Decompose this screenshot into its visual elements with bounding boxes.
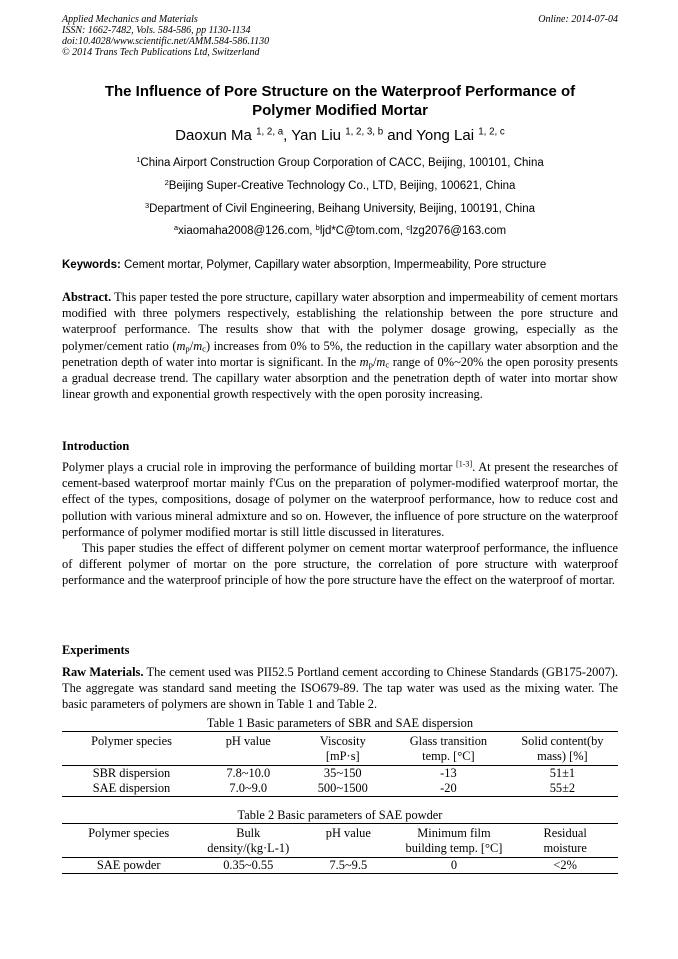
email-sup: a: [173, 222, 179, 232]
intro-paragraph-1: [62, 459, 618, 540]
email-sup: b: [315, 222, 320, 232]
affiliation-text: Department of Civil Engineering, Beihang University, Beijing, 100191, China: [149, 203, 536, 215]
table-1-caption: Table 1 Basic parameters of SBR and SAE dispersion: [206, 716, 474, 730]
math-op: /: [372, 354, 377, 369]
introduction-heading: Introduction: [62, 439, 130, 453]
keywords: [62, 258, 618, 272]
table-header-cell: Bulk density/(kg·L-1): [195, 824, 301, 858]
table-cell: 0.35~0.55: [195, 858, 301, 874]
math-sub: p: [185, 343, 190, 354]
affiliation-text: China Airport Construction Group Corporation of CACC, Beijing, 100101, China: [140, 157, 544, 169]
raw-materials-text: The cement used was PII52.5 Portland cement according to Chinese Standards (GB175-2007). The aggregate was standard sand meeting the ISO679-89. The tap water was used as the mixing water. The basic parameters of polymers are shown in Table 1 and Table 2.: [62, 665, 618, 712]
intro-paragraph-2: This paper studies the effect of different polymer on cement mortar waterproof performance, the influence of different polymer of mortar on the pore structure, the correlation of pore structure with waterproof performance and the waterproof principle of how the pore structure have the effect on the waterproof of mortar.: [62, 541, 618, 588]
table-row: [62, 858, 618, 874]
email-text: xiaomaha2008@126.com,: [178, 225, 316, 237]
email-line: [62, 224, 618, 238]
table-cell: 7.0~9.0: [229, 781, 268, 795]
intro-text: Polymer plays a crucial role in improving the performance of building mortar: [62, 460, 457, 474]
table-header-cell: Polymer species: [62, 824, 195, 858]
email-sup: c: [406, 222, 411, 232]
table-cell: SAE powder: [62, 858, 195, 874]
table-header-cell: Polymer species: [62, 732, 201, 766]
online-date: Online: 2014-07-04: [538, 14, 618, 25]
email-text: lzg2076@163.com: [410, 225, 507, 237]
affiliation-sup: 3: [144, 200, 150, 210]
journal-name: Applied Mechanics and Materials: [62, 14, 198, 25]
table-cell: 0: [396, 858, 513, 874]
table-cell: 7.5~9.5: [301, 858, 396, 874]
table-cell: 55±2: [549, 781, 576, 795]
table-1: [62, 731, 618, 797]
table-cell: 35~150: [296, 766, 391, 782]
author-separator: ,: [283, 127, 292, 144]
affiliation-sup: 1: [136, 154, 141, 164]
affiliation-3: [62, 202, 618, 216]
email-text: ljd*C@tom.com,: [319, 225, 407, 237]
table-cell: SBR dispersion: [62, 766, 201, 782]
table-header-cell: Solid content(by mass) [%]: [507, 732, 618, 766]
table-cell: <2%: [512, 858, 618, 874]
running-header: [62, 14, 618, 58]
abstract-text: ) increases from 0% to 5%, the reduction in the capillary water absorption and the penetration depth of water into mortar is significant. In the: [62, 338, 618, 369]
author-name: Daoxun Ma: [175, 127, 252, 144]
abstract-text: This paper tested the pore structure, capillary water absorption and impermeability of cement mortars modified with three polymers respectively, establishing the relationship between the pore structure and waterproof performance. The results show that with the polymer dosage growing, especially as the polymer/cement ratio (: [62, 290, 618, 353]
keywords-label: Keywords:: [62, 259, 121, 271]
experiments-heading: Experiments: [62, 643, 130, 657]
math-sub: c: [202, 343, 206, 354]
author-name: Yong Lai: [416, 127, 475, 144]
affiliation-text: Beijing Super-Creative Technology Co., LTD, Beijing, 100621, China: [168, 180, 516, 192]
table-cell: SAE dispersion: [92, 781, 171, 795]
table-cell: -20: [440, 781, 457, 795]
table-header-cell: Viscosity [mP·s]: [296, 732, 391, 766]
table-cell: -13: [390, 766, 507, 782]
author-name: Yan Liu: [291, 127, 342, 144]
author-affil-sup: 1, 2, a: [256, 126, 284, 138]
keywords-text: Cement mortar, Polymer, Capillary water absorption, Impermeability, Pore structure: [120, 259, 547, 271]
math-sub: p: [368, 359, 373, 370]
introduction-body: [62, 459, 618, 589]
table-header-cell: Glass transition temp. [°C]: [390, 732, 507, 766]
table-2: [62, 823, 618, 874]
table-row: [62, 781, 618, 797]
author-and: and: [383, 127, 417, 144]
table-cell: 7.8~10.0: [201, 766, 296, 782]
citation-ref: [1-3]: [456, 459, 473, 469]
table-header-row: [62, 732, 618, 766]
math-op: /: [189, 338, 194, 353]
affiliation-2: [62, 179, 618, 193]
math-sub: c: [385, 359, 390, 370]
author-affil-sup: 1, 2, 3, b: [345, 126, 384, 138]
math-var: m: [193, 338, 203, 353]
table-header-cell: Minimum film building temp. [°C]: [396, 824, 513, 858]
doi-line: doi:10.4028/www.scientific.net/AMM.584-586.1130: [62, 36, 270, 47]
author-list: [62, 127, 618, 145]
table-header-row: [62, 824, 618, 858]
experiments-body: [62, 664, 618, 713]
title-line-1: The Influence of Pore Structure on the Waterproof Performance of: [104, 83, 576, 100]
abstract-text: range of 0%~20% the open porosity presents a gradual decrease trend. The capillary water absorption and the penetration depth of water into mortar show linear growth and exponential growth respectively with the open porosity increasing.: [62, 354, 618, 402]
math-var: m: [376, 354, 386, 369]
math-var: m: [176, 338, 186, 353]
table-row: [62, 766, 618, 782]
table-cell: 51±1: [507, 766, 618, 782]
math-var: m: [359, 354, 369, 369]
copyright-line: © 2014 Trans Tech Publications Ltd, Switzerland: [62, 47, 260, 58]
table-header-cell: pH value: [301, 824, 396, 858]
table-header-cell: Residual moisture: [512, 824, 618, 858]
table-header-cell: pH value: [201, 732, 296, 766]
affiliation-sup: 2: [164, 177, 169, 187]
issn-line: ISSN: 1662-7482, Vols. 584-586, pp 1130-1134: [62, 25, 251, 36]
table-cell: 500~1500: [317, 781, 368, 795]
author-affil-sup: 1, 2, c: [478, 126, 505, 138]
abstract: [62, 289, 618, 402]
title-line-2: Polymer Modified Mortar: [252, 102, 428, 119]
abstract-label: Abstract.: [62, 290, 112, 304]
affiliation-1: [62, 156, 618, 170]
table-2-caption: Table 2 Basic parameters of SAE powder: [237, 808, 443, 822]
intro-text: . At present the researches of cement-based waterproof mortar mainly f'Cus on the preparation of polymer-modified waterproof mortar, the effect of the types, compositions, dosage of polymer on the waterproof performance, how to reduce cost and pollution with various mineral admixture and so on. However, the influence of pore structure on the waterproof performance of polymer modified mortar is still little discussed in literatures.: [62, 460, 619, 539]
raw-materials-label: Raw Materials.: [62, 665, 144, 679]
paper-title: [62, 82, 618, 120]
